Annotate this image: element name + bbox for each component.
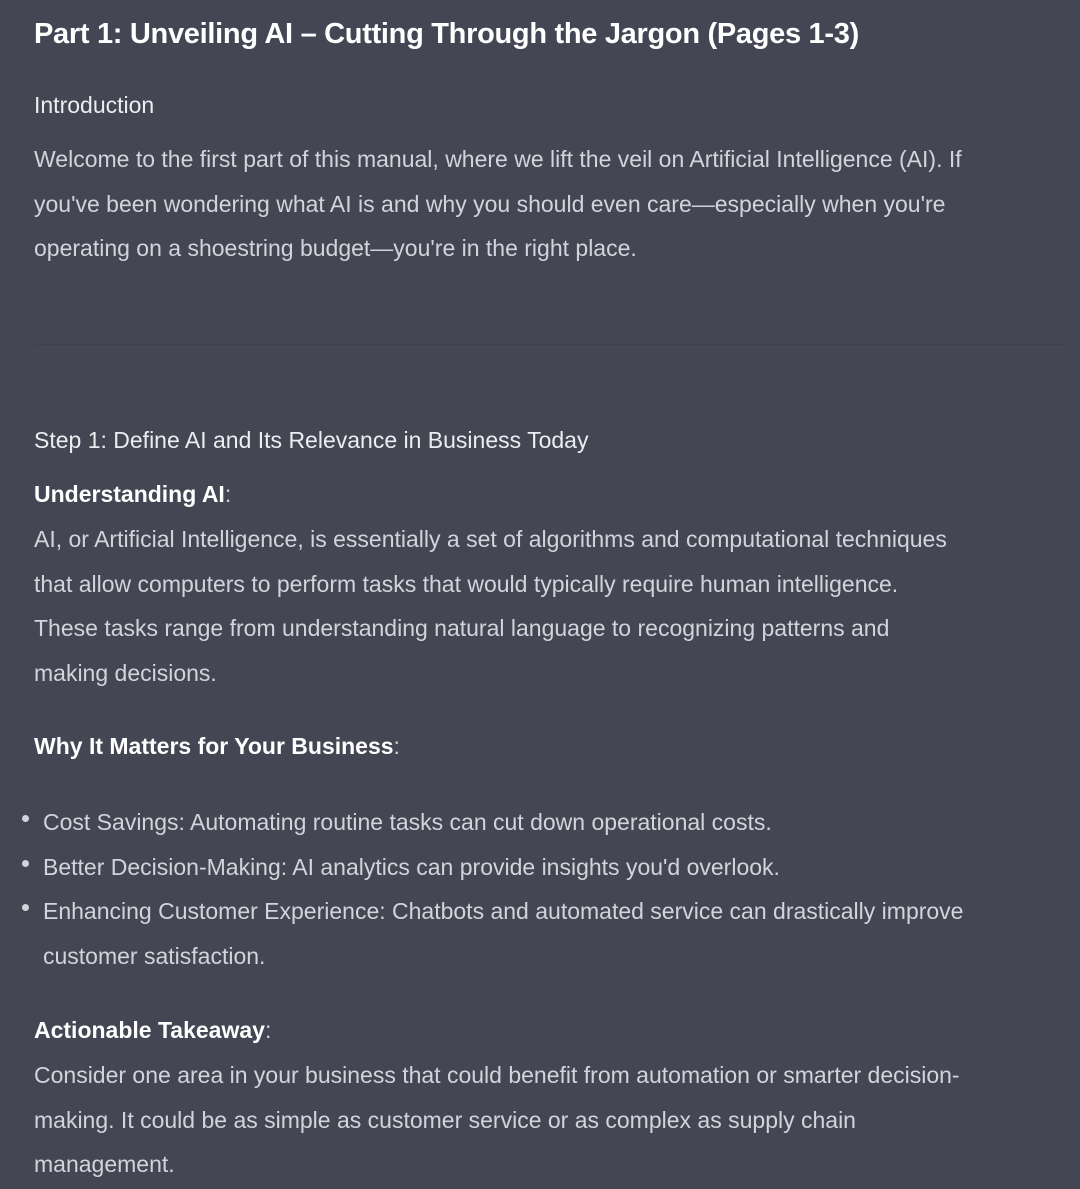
understanding-line: These tasks range from understanding natural language to recognizing patterns and <box>34 615 890 641</box>
takeaway-line: making. It could be as simple as customer service or as complex as supply chain <box>34 1106 856 1133</box>
understanding-line: making decisions. <box>34 659 217 686</box>
intro-line: Welcome to the first part of this manual, where we lift the veil on Artificial Intelligence (AI). If <box>34 146 962 172</box>
list-item <box>0 845 963 890</box>
label-colon: : <box>264 1017 272 1043</box>
list-item-line: Enhancing Customer Experience: Chatbots and automated service can drastically improve <box>43 898 964 924</box>
section-divider <box>34 344 1064 345</box>
intro-heading: Introduction <box>34 92 155 118</box>
actionable-takeaway-label-text: Actionable Takeaway <box>34 1017 265 1043</box>
why-it-matters-label-text: Why It Matters for Your Business <box>34 733 394 759</box>
understanding-line: AI, or Artificial Intelligence, is essentially a set of algorithms and computational techniques <box>34 526 947 552</box>
actionable-takeaway-label <box>34 1017 271 1044</box>
label-colon: : <box>224 481 232 507</box>
understanding-ai-paragraph <box>34 517 947 695</box>
list-item-line: Better Decision-Making: AI analytics can provide insights you'd overlook. <box>43 853 780 880</box>
bullet-icon <box>22 860 29 867</box>
label-colon: : <box>393 733 400 759</box>
understanding-ai-label-text: Understanding AI <box>34 481 225 507</box>
bullet-icon <box>22 815 29 822</box>
list-item-line: customer satisfaction. <box>43 942 266 969</box>
why-it-matters-label <box>34 733 400 760</box>
bullet-icon <box>22 904 29 911</box>
intro-line: you've been wondering what AI is and why you should even care—especially when you're <box>34 190 946 217</box>
understanding-ai-label <box>34 481 231 508</box>
intro-line: operating on a shoestring budget—you're in the right place. <box>34 235 637 261</box>
understanding-line: that allow computers to perform tasks that would typically require human intelligence. <box>34 570 899 597</box>
step1-heading: Step 1: Define AI and Its Relevance in Business Today <box>34 427 589 453</box>
list-item <box>0 889 963 978</box>
intro-paragraph <box>34 137 962 271</box>
takeaway-line: Consider one area in your business that could benefit from automation or smarter decision- <box>34 1062 960 1088</box>
list-item <box>0 800 963 845</box>
benefits-list <box>0 800 963 978</box>
page-title: Part 1: Unveiling AI – Cutting Through the Jargon (Pages 1-3) <box>34 18 859 50</box>
takeaway-line: management. <box>34 1151 175 1177</box>
actionable-takeaway-paragraph <box>34 1053 960 1187</box>
list-item-line: Cost Savings: Automating routine tasks can cut down operational costs. <box>43 809 772 835</box>
